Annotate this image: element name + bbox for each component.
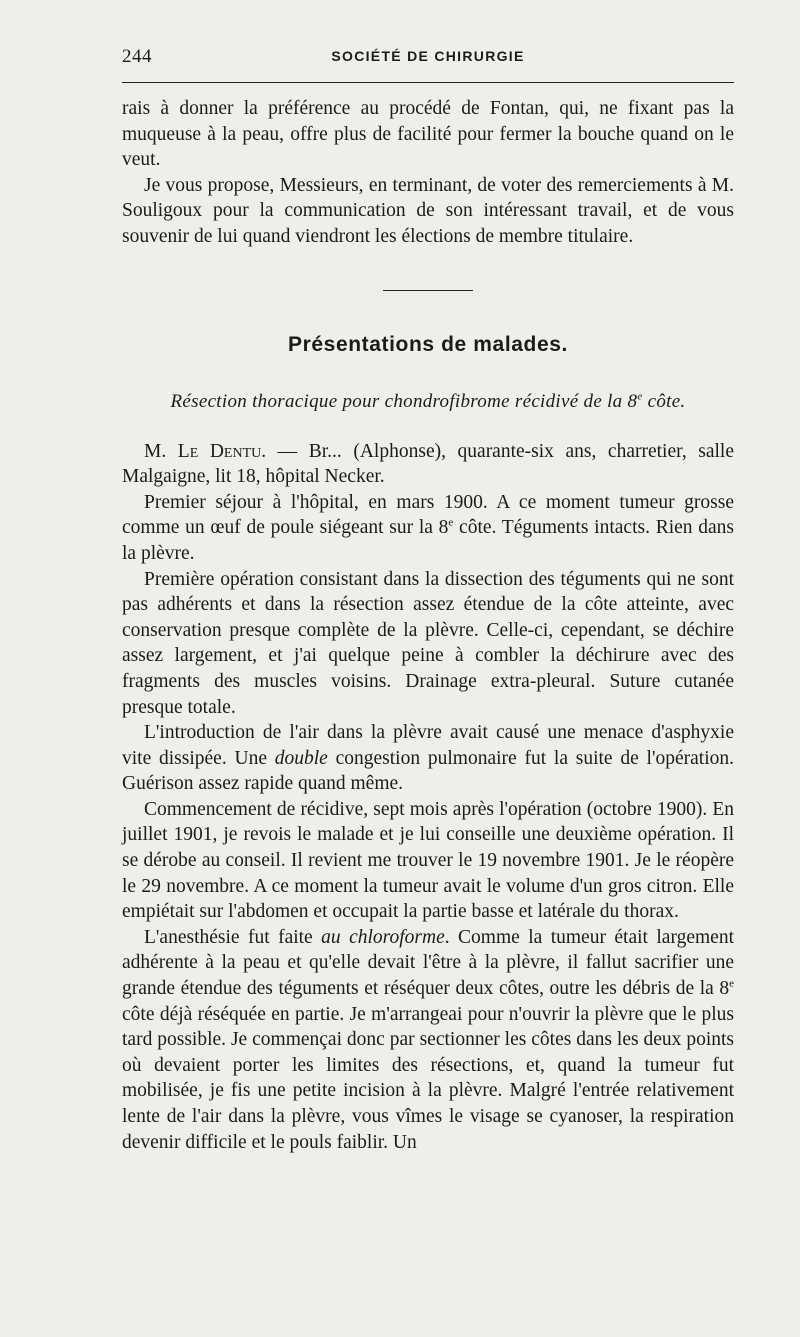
first-stay-text: Premier séjour à l'hôpital, en mars 1900. A ce moment tumeur grosse comme un œuf de poule siégeant sur la 8 <box>122 491 734 539</box>
first-stay-text-end: côte. Téguments intacts. Rien dans la plèvre. <box>122 517 735 564</box>
anesthesia-emphasis: au chloroforme <box>321 926 445 948</box>
paragraph-first-stay <box>122 490 734 567</box>
paragraph-anesthesia <box>122 925 734 1155</box>
running-title: SOCIÉTÉ DE CHIRURGIE <box>331 48 525 64</box>
case-subtitle <box>122 391 734 413</box>
page-number: 244 <box>122 46 152 67</box>
subtitle-text: Résection thoracique pour chondrofibrome récidivé de la 8 <box>170 390 638 412</box>
air-text: L'introduction de l'air dans la plèvre avait causé une menace d'asphyxie vite dissipée. Une <box>122 722 734 769</box>
paragraph-recurrence: Commencement de récidive, sept mois après l'opération (octobre 1900). En juillet 1901, je revois le malade et je lui conseille une deuxième opération. Il se dérobe au conseil. Il revient me trouver le 19 novembre 1901. Je le réopère le 29 novembre. A ce moment la tumeur avait le volume d'un gros citron. Elle empiétait sur l'abdomen et occupait la partie basse et latérale du thorax. <box>122 798 734 923</box>
paragraph-case-intro <box>122 439 734 490</box>
intro-rest: . — Br... (Alphonse), quarante-six ans, charretier, salle Malgaigne, lit 18, hôpital Necker. <box>122 440 734 488</box>
main-text <box>122 96 734 1155</box>
first-stay-superscript: e <box>448 516 454 529</box>
author-prefix: M. <box>144 440 178 462</box>
subtitle-superscript: e <box>637 390 643 403</box>
paragraph-continuation: rais à donner la préférence au procédé de Fontan, qui, ne fixant pas la muqueuse à la peau, offre plus de facilité pour fermer la bouche quand on le veut. <box>122 98 734 171</box>
paragraph-conclusion: Je vous propose, Messieurs, en terminant, de voter des remerciements à M. Souligoux pour la communication de son intéressant travail, et de vous souvenir de lui quand viendront les élections de membre titulaire. <box>122 174 734 247</box>
anesthesia-text: L'anesthésie fut faite <box>144 926 322 948</box>
anesthesia-text-mid: . Comme la tumeur était largement adhérente à la peau et qu'elle devait l'être à la plèvre, il fallut sacrifier une grande étendue des téguments et réséquer deux côtes, outre les débris de la 8 <box>122 926 734 1000</box>
author-name: Le Dentu <box>177 440 262 462</box>
air-text-end: congestion pulmonaire fut la suite de l'opération. Guérison assez rapide quand même. <box>122 747 734 795</box>
anesthesia-superscript: e <box>729 977 734 990</box>
air-emphasis: double <box>274 747 328 769</box>
section-separator <box>383 290 473 291</box>
paragraph-first-operation: Première opération consistant dans la dissection des téguments qui ne sont pas adhérents et dans la résection assez étendue de la côte atteinte, avec conservation presque complète de la plèvre. Celle-ci, cependant, se déchire assez largement, et j'ai quelque peine à combler la déchirure avec des fragments des muscles voisins. Drainage extra-pleural. Suture cutanée presque totale. <box>122 568 734 718</box>
subtitle-end: côte. <box>642 390 686 412</box>
running-head <box>122 40 734 72</box>
section-title: Présentations de malades. <box>288 332 568 356</box>
header-rule <box>122 82 734 83</box>
anesthesia-text-end: côte déjà réséquée en partie. Je m'arrangeai pour n'ouvrir la plèvre que le plus tard possible. Je commençai donc par sectionner les côtes dans les deux points où devaient porter les limites des résections, et, quand la tumeur fut mobilisée, je fis une petite incision à la plèvre. Malgré l'entrée relativement lente de l'air dans la plèvre, vous vîmes le visage se cyanoser, la respiration devenir difficile et le pouls faiblir. Un <box>122 1003 734 1153</box>
paragraph-air-introduction <box>122 720 734 797</box>
